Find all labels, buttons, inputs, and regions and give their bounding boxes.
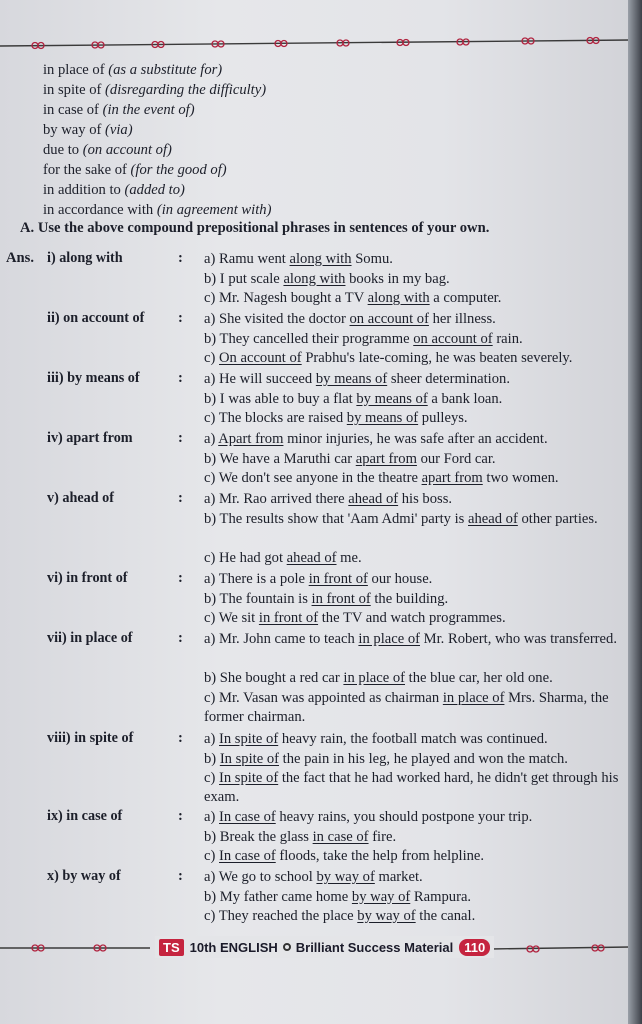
sentence-text: b) The results show that 'Aam Admi' party is: [204, 510, 468, 527]
sentence-text: b) I was able to buy a flat: [204, 390, 357, 407]
bullet-icon: [283, 943, 291, 951]
sentence-text: b) My father came home: [204, 888, 352, 905]
phrase-meaning: (disregarding the difficulty): [105, 82, 267, 98]
underlined-phrase: in front of: [308, 571, 368, 587]
underlined-phrase: on account of: [349, 311, 429, 327]
exercise-question: A. Use the above compound prepositional phrases in sentences of your own.: [20, 220, 490, 236]
sentence-text: a) We go to school: [204, 869, 317, 885]
example-sentence: [204, 330, 630, 349]
underlined-phrase: by means of: [346, 410, 419, 426]
sentence-text: b) Break the glass: [204, 828, 313, 845]
term-colon: :: [178, 370, 183, 386]
phrase-list-item: [43, 80, 271, 100]
example-sentence: [204, 750, 630, 769]
sentence-text: c) We sit: [204, 610, 259, 626]
example-sentence: [204, 250, 630, 269]
compound-prepositions-list: [43, 60, 271, 220]
phrase-list-item: [43, 200, 271, 220]
example-sentence: [204, 630, 630, 649]
example-sentence: [204, 828, 630, 847]
sentence-text: market.: [374, 869, 423, 885]
sentence-text: two women.: [482, 470, 559, 486]
phrase-meaning: (added to): [124, 182, 185, 198]
sentence-text: a) There is a pole: [204, 571, 309, 587]
underlined-phrase: apart from: [355, 450, 417, 467]
underlined-phrase: In spite of: [219, 731, 279, 747]
sentence-text: me.: [336, 549, 362, 566]
sentence-text: the blue car, her old one.: [405, 670, 553, 686]
example-sentence: [204, 510, 630, 529]
answers-label: Ans.: [6, 250, 34, 266]
underlined-phrase: In case of: [219, 848, 276, 864]
sentence-text: the building.: [370, 590, 449, 607]
phrase-meaning: (via): [105, 122, 133, 138]
example-sentence: [204, 907, 630, 926]
sentence-text: books in my bag.: [345, 270, 450, 287]
sentence-text: the pain in his leg, he played and won the match.: [279, 750, 568, 767]
answer-term: ii) on account of: [47, 310, 145, 326]
sentence-text: b) They cancelled their programme: [204, 330, 414, 347]
phrase-text: due to: [43, 142, 80, 158]
phrase-meaning: (in agreement with): [156, 202, 272, 218]
underlined-phrase: by means of: [356, 390, 428, 407]
example-sentence: [204, 769, 630, 807]
phrase-meaning: (on account of): [82, 142, 172, 158]
example-sentence: [204, 390, 630, 409]
answer-term: iii) by means of: [47, 370, 140, 386]
sentence-text: a): [204, 809, 219, 825]
example-sentence: [204, 450, 630, 469]
example-sentence: [204, 888, 630, 907]
sentence-text: sheer determination.: [387, 371, 510, 387]
sentence-text: c): [204, 350, 219, 366]
sentence-text: b) The fountain is: [204, 590, 312, 607]
answer-term: x) by way of: [47, 868, 121, 884]
sentence-text: c) We don't see anyone in the theatre: [204, 470, 422, 486]
underlined-phrase: in place of: [442, 689, 505, 706]
underlined-phrase: ahead of: [468, 510, 518, 527]
example-sentence: [204, 609, 630, 628]
underlined-phrase: in place of: [358, 631, 420, 647]
sentence-text: the canal.: [415, 908, 476, 924]
sentence-text: a) Mr. Rao arrived there: [204, 491, 349, 507]
underlined-phrase: ahead of: [286, 549, 337, 566]
underlined-phrase: by way of: [316, 869, 375, 885]
phrase-list-item: [43, 180, 271, 200]
underlined-phrase: by means of: [315, 371, 388, 387]
sentence-text: pulleys.: [418, 410, 468, 426]
sentence-text: minor injuries, he was safe after an accident.: [283, 431, 548, 447]
example-sentence: [204, 310, 630, 329]
example-sentence: [204, 847, 630, 866]
sentence-text: our house.: [367, 571, 433, 587]
phrase-meaning: (in the event of): [102, 102, 195, 118]
sentence-text: a): [204, 431, 219, 447]
phrase-list-item: [43, 140, 271, 160]
term-colon: :: [178, 570, 183, 586]
underlined-phrase: by way of: [357, 908, 416, 924]
phrase-meaning: (for the good of): [130, 162, 227, 178]
example-sentence: [204, 669, 630, 688]
answer-term: vii) in place of: [47, 630, 133, 646]
book-spine-shadow: [628, 0, 642, 1024]
example-sentence: [204, 570, 630, 589]
underlined-phrase: along with: [367, 290, 430, 306]
sentence-text: a) He will succeed: [204, 371, 316, 387]
phrase-text: for the sake of: [43, 162, 127, 178]
sentence-text: the TV and watch programmes.: [318, 610, 506, 626]
sentence-text: Rampura.: [410, 888, 472, 905]
sentence-text: c) Mr. Vasan was appointed as chairman: [204, 689, 443, 706]
sentence-text: her illness.: [428, 311, 496, 327]
sentence-text: Mrs. Sharma, the former chairman.: [204, 689, 609, 725]
sentence-text: other parties.: [517, 510, 598, 527]
underlined-phrase: on account of: [413, 330, 493, 347]
underlined-phrase: apart from: [421, 470, 483, 486]
term-colon: :: [178, 490, 183, 506]
underlined-phrase: In case of: [219, 809, 276, 825]
page-number: 110: [459, 939, 490, 956]
sentence-text: c) Mr. Nagesh bought a TV: [204, 290, 368, 306]
sentence-text: b): [204, 750, 220, 767]
answer-term: v) ahead of: [47, 490, 114, 506]
underlined-phrase: in front of: [258, 610, 319, 626]
sentence-text: Mr. Robert, who was transferred.: [420, 631, 617, 647]
example-sentence: [204, 689, 630, 727]
sentence-text: his boss.: [398, 491, 453, 507]
phrase-list-item: [43, 160, 271, 180]
footer-state-badge: TS: [159, 939, 184, 956]
example-sentence: [204, 868, 630, 887]
sentence-text: floods, take the help from helpline.: [275, 848, 485, 864]
sentence-text: a computer.: [429, 290, 502, 306]
sentence-text: rain.: [492, 330, 523, 347]
answer-term: viii) in spite of: [47, 730, 134, 746]
sentence-text: a bank loan.: [427, 390, 503, 407]
underlined-phrase: in case of: [312, 828, 369, 845]
sentence-text: c): [204, 770, 219, 786]
example-sentence: [204, 808, 630, 827]
sentence-text: the fact that he had worked hard, he didn't get through his exam.: [204, 770, 619, 805]
term-colon: :: [178, 250, 183, 266]
phrase-meaning: (as a substitute for): [108, 62, 223, 78]
underlined-phrase: in place of: [343, 670, 405, 686]
underlined-phrase: in front of: [311, 590, 371, 607]
sentence-text: b) I put scale: [204, 270, 284, 287]
answer-term: i) along with: [47, 250, 123, 266]
example-sentence: [204, 370, 630, 389]
phrase-list-item: [43, 120, 271, 140]
phrase-text: in case of: [43, 102, 99, 118]
phrase-text: in accordance with: [43, 202, 154, 218]
term-colon: :: [178, 630, 183, 646]
footer-subtitle: Brilliant Success Material: [295, 939, 454, 955]
answer-term: vi) in front of: [47, 570, 128, 586]
sentence-text: b) She bought a red car: [204, 670, 344, 686]
sentence-text: c) He had got: [204, 549, 287, 566]
phrase-text: by way of: [43, 122, 102, 138]
phrase-text: in addition to: [43, 182, 121, 198]
example-sentence: [204, 289, 630, 308]
sentence-text: our Ford car.: [416, 450, 496, 467]
example-sentence: [204, 490, 630, 509]
example-sentence: [204, 270, 630, 289]
underlined-phrase: In spite of: [219, 770, 279, 786]
answer-term: iv) apart from: [47, 430, 133, 446]
sentence-text: a) Mr. John came to teach: [204, 631, 359, 647]
top-ornamental-rule: [0, 34, 630, 54]
example-sentence: [204, 549, 630, 568]
underlined-phrase: ahead of: [348, 491, 399, 507]
sentence-text: a) She visited the doctor: [204, 311, 350, 327]
underlined-phrase: along with: [289, 251, 352, 267]
sentence-text: b) We have a Maruthi car: [204, 450, 356, 467]
underlined-phrase: In spite of: [219, 750, 279, 767]
sentence-text: c): [204, 848, 219, 864]
sentence-text: fire.: [368, 828, 397, 845]
example-sentence: [204, 430, 630, 449]
sentence-text: c) The blocks are raised: [204, 410, 347, 426]
sentence-text: a) Ramu went: [204, 251, 290, 267]
example-sentence: [204, 469, 630, 488]
phrase-text: in spite of: [43, 82, 102, 98]
term-colon: :: [178, 808, 183, 824]
sentence-text: Somu.: [351, 251, 393, 267]
sentence-text: heavy rain, the football match was continued.: [278, 731, 548, 747]
example-sentence: [204, 590, 630, 609]
underlined-phrase: along with: [283, 270, 346, 287]
sentence-text: a): [204, 731, 219, 747]
phrase-list-item: [43, 60, 271, 80]
underlined-phrase: by way of: [351, 888, 411, 905]
example-sentence: [204, 349, 630, 368]
footer-title: 10th ENGLISH: [189, 939, 278, 955]
term-colon: :: [178, 730, 183, 746]
phrase-text: in place of: [43, 62, 105, 78]
term-colon: :: [178, 430, 183, 446]
term-colon: :: [178, 868, 183, 884]
example-sentence: [204, 730, 630, 749]
sentence-text: Prabhu's late-coming, he was beaten severely.: [301, 350, 573, 366]
underlined-phrase: On account of: [219, 350, 302, 366]
sentence-text: heavy rains, you should postpone your trip.: [275, 809, 533, 825]
underlined-phrase: Apart from: [218, 431, 284, 447]
answer-term: ix) in case of: [47, 808, 123, 824]
example-sentence: [204, 409, 630, 428]
phrase-list-item: [43, 100, 271, 120]
term-colon: :: [178, 310, 183, 326]
footer-banner: [155, 936, 494, 958]
sentence-text: c) They reached the place: [204, 908, 358, 924]
